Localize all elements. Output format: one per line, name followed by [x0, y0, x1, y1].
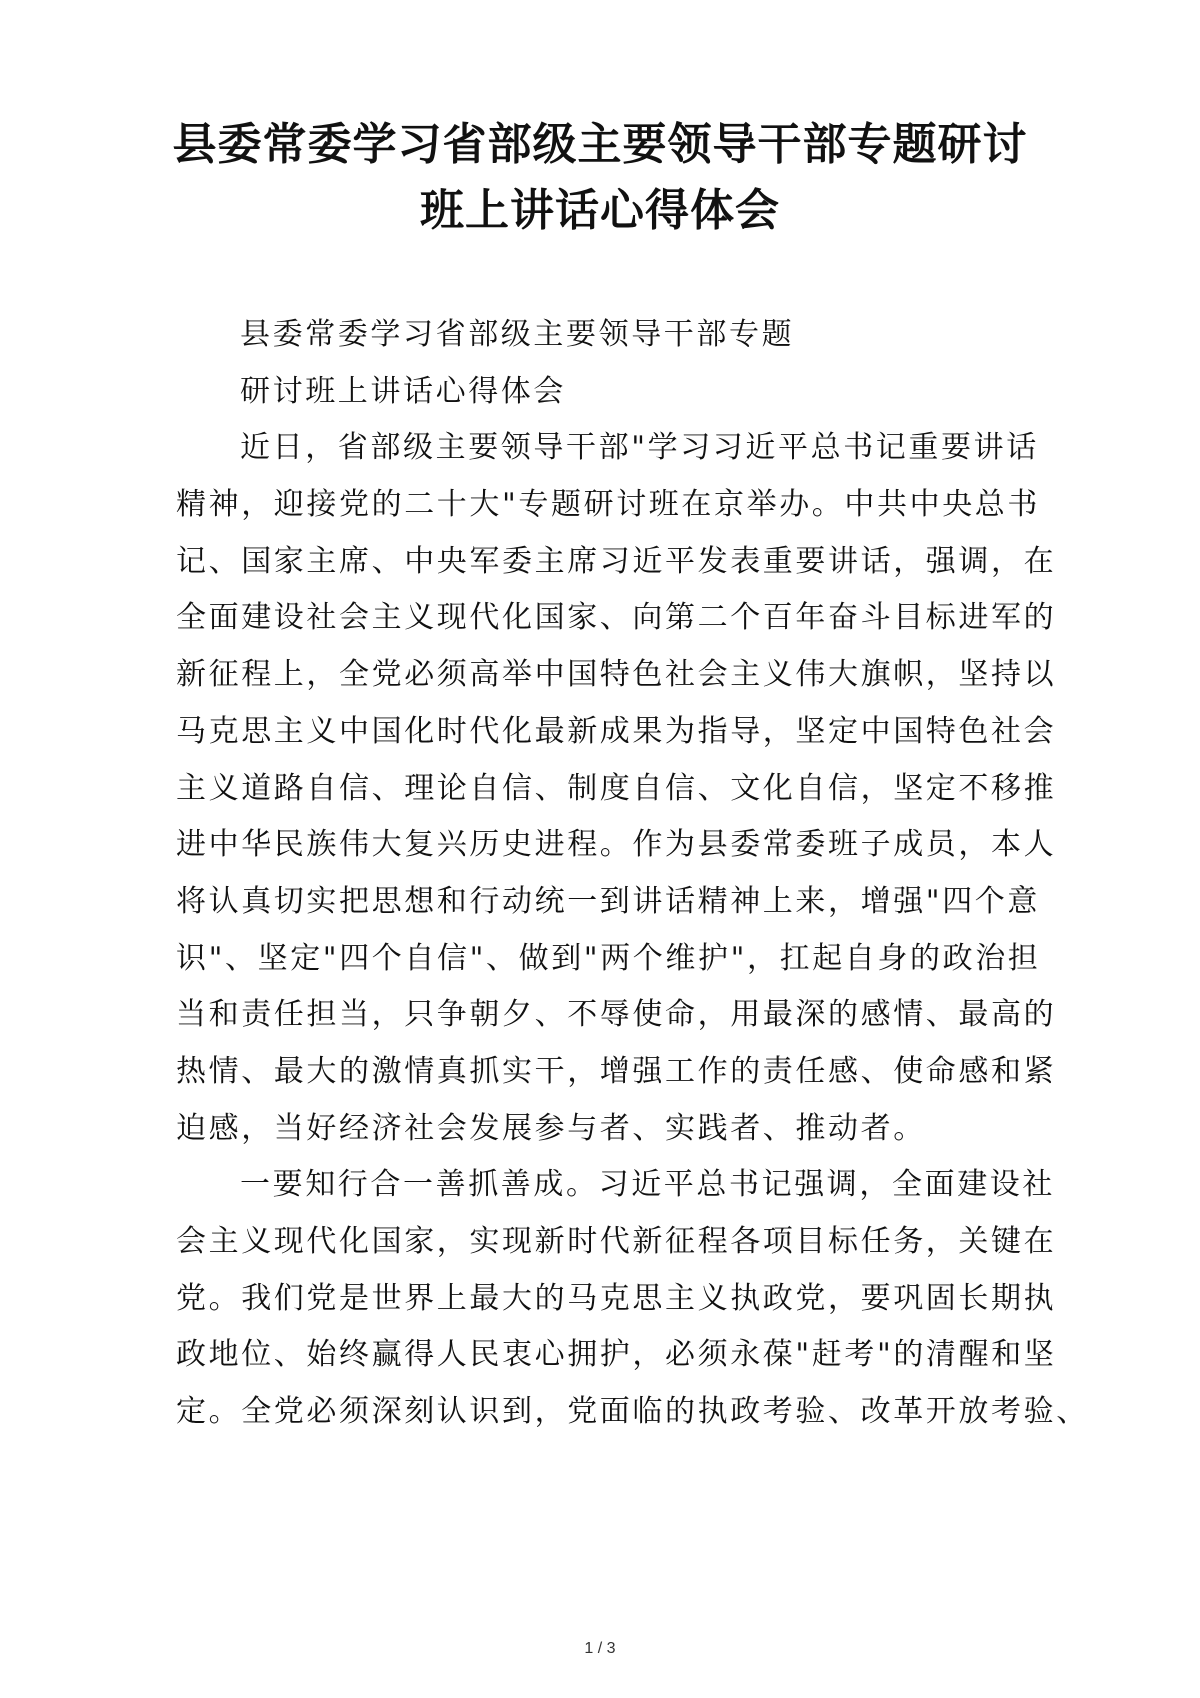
body-line-17: 会主义现代化国家，实现新时代新征程各项目标任务，关键在	[176, 1224, 1057, 1259]
body-line-7: 新征程上，全党必须高举中国特色社会主义伟大旗帜，坚持以	[176, 657, 1057, 693]
title-line-1: 县委常委学习省部级主要领导干部专题研讨	[172, 119, 1028, 170]
body-line-6: 全面建设社会主义现代化国家、向第二个百年奋斗目标进军的	[176, 600, 1057, 636]
body-line-16: 一要知行合一善抓善成。习近平总书记强调，全面建设社	[240, 1167, 1055, 1203]
document-body	[176, 307, 1089, 1441]
body-line-4: 精神，迎接党的二十大"专题研讨班在京举办。中共中央总书	[176, 487, 1040, 523]
body-line-5: 记、国家主席、中央军委主席习近平发表重要讲话，强调，在	[176, 543, 1057, 579]
body-line-3: 近日，省部级主要领导干部"学习习近平总书记重要讲话	[240, 430, 1039, 466]
page-number: 1 / 3	[584, 1640, 616, 1657]
body-line-2: 研讨班上讲话心得体会	[240, 373, 566, 409]
body-line-11: 将认真切实把思想和行动统一到讲话精神上来，增强"四个意	[176, 883, 1040, 919]
document-title	[130, 112, 1070, 244]
body-line-18: 党。我们党是世界上最大的马克思主义执政党，要巩固长期执	[176, 1280, 1057, 1316]
title-line-2: 班上讲话心得体会	[420, 185, 780, 236]
body-line-12: 识"、坚定"四个自信"、做到"两个维护"，扛起自身的政治担	[176, 940, 1041, 976]
body-line-15: 迫感，当好经济社会发展参与者、实践者、推动者。	[176, 1110, 926, 1146]
body-line-1: 县委常委学习省部级主要领导干部专题	[240, 317, 795, 352]
body-line-19: 政地位、始终赢得人民衷心拥护，必须永葆"赶考"的清醒和坚	[176, 1337, 1057, 1373]
body-line-8: 马克思主义中国化时代化最新成果为指导，坚定中国特色社会	[176, 713, 1057, 749]
body-line-10: 进中华民族伟大复兴历史进程。作为县委常委班子成员，本人	[176, 827, 1057, 863]
body-line-13: 当和责任担当，只争朝夕、不辱使命，用最深的感情、最高的	[176, 997, 1057, 1033]
body-line-14: 热情、最大的激情真抓实干，增强工作的责任感、使命感和紧	[176, 1053, 1057, 1089]
body-line-9: 主义道路自信、理论自信、制度自信、文化自信，坚定不移推	[176, 770, 1057, 806]
body-line-20: 定。全党必须深刻认识到，党面临的执政考验、改革开放考验、	[176, 1394, 1089, 1430]
